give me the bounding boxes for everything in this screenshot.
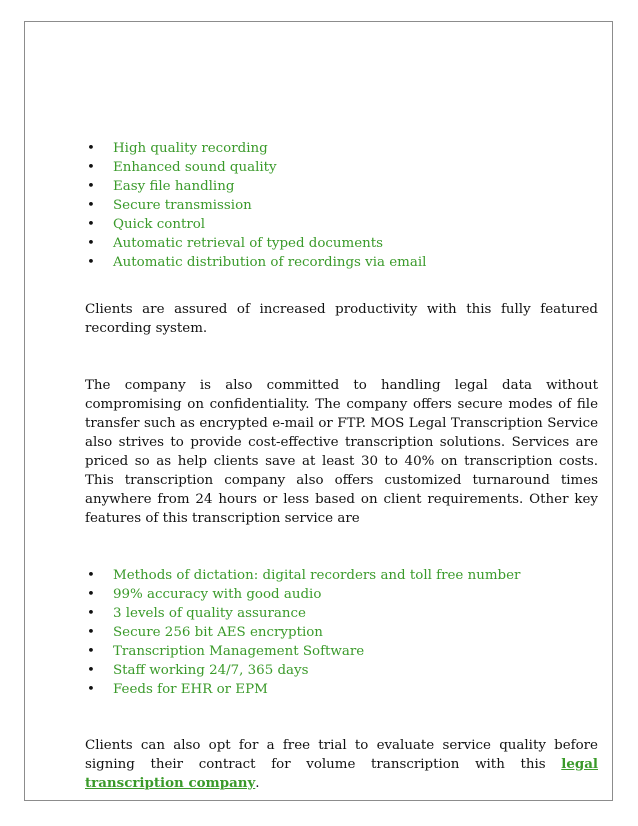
list-item: • 99% accuracy with good audio (87, 587, 322, 602)
bullet-icon: • (87, 179, 95, 194)
list-item: • Secure transmission (87, 198, 252, 213)
productivity-paragraph: Clients are assured of increased productivity with this fully featured recording system. (85, 302, 598, 336)
list-item: • Methods of dictation: digital recorders and toll free number (87, 568, 521, 583)
key-features-list (85, 566, 598, 699)
bullet-icon: • (87, 236, 95, 251)
company-paragraph: The company is also committed to handling legal data without compromising on confidentiality. The company offers secure modes of file transfer such as encrypted e-mail or FTP. MOS Legal Transcription Service also strives to provide cost-effective transcription solutions. Services are priced so as help clients save at least 30 to 40% on transcription costs. This transcription company also offers customized turnaround times anywhere from 24 hours or less based on client requirements. Other key features of this transcription service are (85, 378, 598, 526)
list-item: • Automatic distribution of recordings via email (87, 255, 427, 270)
list-item: • Quick control (87, 217, 206, 232)
bullet-icon: • (87, 644, 95, 659)
document-page (24, 21, 613, 801)
legal-transcription-link[interactable]: legal transcription company (85, 756, 598, 791)
list-item: • Enhanced sound quality (87, 160, 277, 175)
bullet-icon: • (87, 568, 95, 583)
bullet-icon: • (87, 663, 95, 678)
bullet-icon: • (87, 217, 95, 232)
bullet-icon: • (87, 160, 95, 175)
feature-list (85, 139, 598, 272)
bullet-icon: • (87, 587, 95, 602)
bullet-icon: • (87, 198, 95, 213)
bullet-icon: • (87, 141, 95, 156)
page-content (85, 139, 598, 793)
list-item: • Secure 256 bit AES encryption (87, 625, 323, 640)
bullet-icon: • (87, 606, 95, 621)
list-item: • Transcription Management Software (87, 644, 365, 659)
list-item: • Automatic retrieval of typed documents (87, 236, 384, 251)
list-item: • Easy file handling (87, 179, 235, 194)
bullet-icon: • (87, 625, 95, 640)
list-item: • High quality recording (87, 141, 268, 156)
list-item: • Feeds for EHR or EPM (87, 682, 268, 697)
list-item: • 3 levels of quality assurance (87, 606, 306, 621)
bullet-icon: • (87, 255, 95, 270)
free-trial-paragraph: Clients can also opt for a free trial to evaluate service quality before signing their contract for volume transcription with this legal transcription company. (85, 738, 598, 791)
list-item: • Staff working 24/7, 365 days (87, 663, 309, 678)
bullet-icon: • (87, 682, 95, 697)
